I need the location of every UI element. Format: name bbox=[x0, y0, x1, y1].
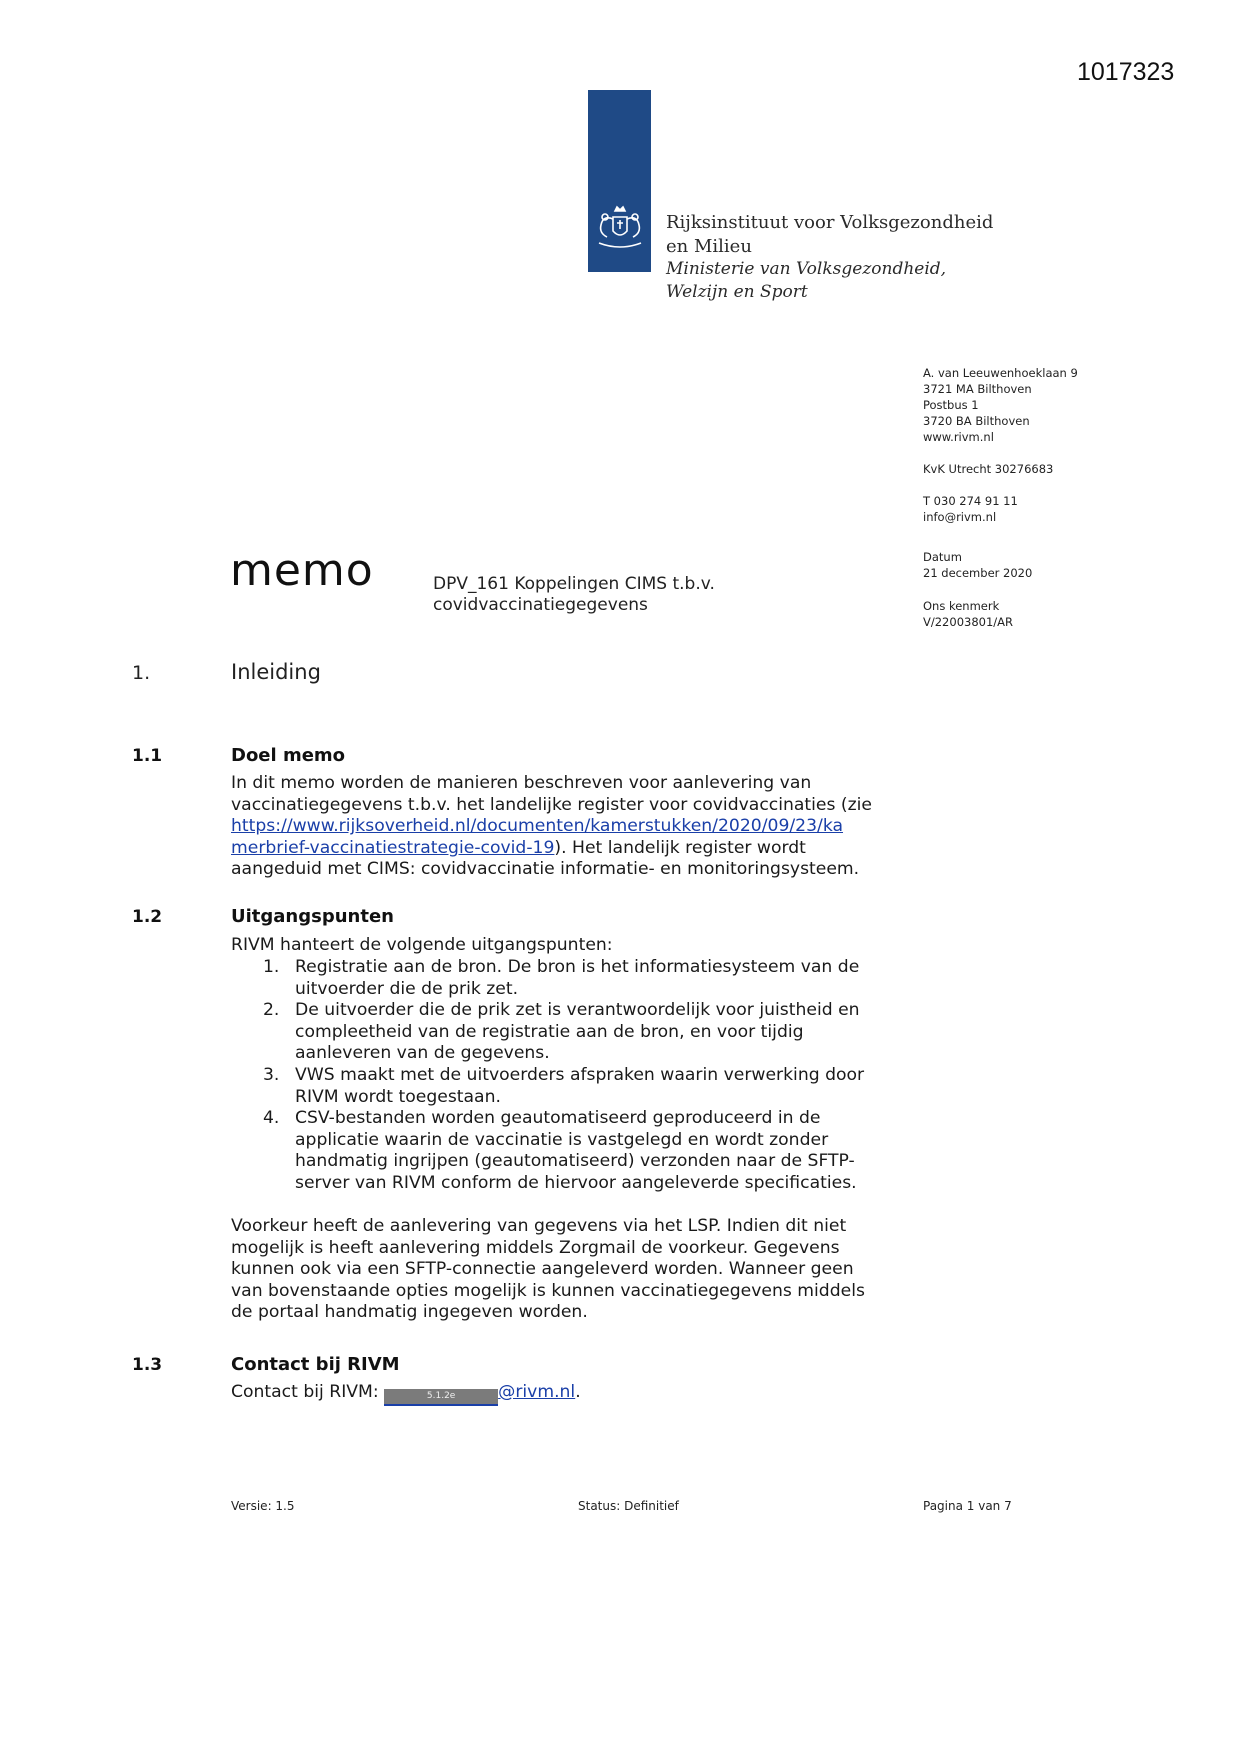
subsection-1-3-number: 1.3 bbox=[132, 1355, 163, 1375]
footer-status: Status: Definitief bbox=[578, 1499, 679, 1513]
footer-page: Pagina 1 van 7 bbox=[923, 1499, 1012, 1513]
kenmerk-label: Ons kenmerk bbox=[923, 599, 1000, 613]
document-number: 1017323 bbox=[1077, 58, 1175, 86]
list-item: 1. Registratie aan de bron. De bron is het informatiesysteem van de uitvoerder die de prik zet. bbox=[263, 957, 860, 999]
paragraph-line: kunnen ook via een SFTP-connectie aangeleverd worden. Wanneer geen bbox=[231, 1259, 854, 1280]
org-name-line2: en Milieu bbox=[666, 236, 752, 257]
paragraph-line: In dit memo worden de manieren beschreven voor aanlevering van bbox=[231, 773, 812, 793]
section-title: Inleiding bbox=[231, 660, 321, 684]
contact-email-link[interactable]: @rivm.nl bbox=[498, 1382, 576, 1402]
redaction-box: 5.1.2e bbox=[384, 1389, 498, 1406]
address-postbus: Postbus 1 bbox=[923, 398, 979, 412]
address-kvk: KvK Utrecht 30276683 bbox=[923, 462, 1054, 476]
memo-label: memo bbox=[230, 545, 374, 596]
address-phone: T 030 274 91 11 bbox=[923, 494, 1018, 508]
paragraph-line: mogelijk is heeft aanlevering middels Zorgmail de voorkeur. Gegevens bbox=[231, 1237, 840, 1258]
voorkeur-paragraph bbox=[231, 1216, 911, 1324]
uitgangspunten-list bbox=[231, 957, 911, 1195]
memo-subject bbox=[433, 574, 793, 616]
org-name-line1: Rijksinstituut voor Volksgezondheid bbox=[666, 212, 994, 233]
paragraph-line: vaccinatiegegevens t.b.v. het landelijke register voor covidvaccinaties (zie bbox=[231, 794, 873, 815]
contact-line: Contact bij RIVM: 5.1.2e @rivm.nl. bbox=[231, 1382, 911, 1406]
list-item: 3. VWS maakt met de uitvoerders afspraken waarin verwerking door RIVM wordt toegestaan. bbox=[263, 1064, 865, 1107]
address-email: info@rivm.nl bbox=[923, 510, 997, 524]
paragraph-line: de portaal handmatig ingegeven worden. bbox=[231, 1302, 588, 1323]
logo-bar bbox=[588, 90, 651, 272]
kenmerk-value: V/22003801/AR bbox=[923, 615, 1014, 629]
subject-line2: covidvaccinatiegegevens bbox=[433, 595, 648, 615]
paragraph-text: ). Het landelijk register wordt bbox=[554, 837, 806, 858]
subsection-1-1-number: 1.1 bbox=[132, 746, 163, 766]
address-website: www.rivm.nl bbox=[923, 430, 994, 444]
footer-version: Versie: 1.5 bbox=[231, 1499, 295, 1513]
section-number: 1. bbox=[132, 662, 151, 684]
contact-label: Contact bij RIVM: bbox=[231, 1382, 385, 1402]
uitgangspunten-intro: RIVM hanteert de volgende uitgangspunten: bbox=[231, 935, 613, 955]
ministry-line2: Welzijn en Sport bbox=[666, 282, 808, 302]
paragraph-line: van bovenstaande opties mogelijk is kunnen vaccinatiegegevens middels bbox=[231, 1280, 865, 1301]
address-postbus-zip: 3720 BA Bilthoven bbox=[923, 414, 1030, 428]
kamerbrief-link[interactable]: https://www.rijksoverheid.nl/documenten/kamerstukken/2020/09/23/ka bbox=[231, 816, 844, 837]
address-street: A. van Leeuwenhoeklaan 9 bbox=[923, 366, 1078, 380]
address-zip-city: 3721 MA Bilthoven bbox=[923, 382, 1032, 396]
subsection-1-1-title: Doel memo bbox=[231, 745, 346, 766]
paragraph-line: aangeduid met CIMS: covidvaccinatie informatie- en monitoringsysteem. bbox=[231, 859, 860, 880]
subsection-1-2-title: Uitgangspunten bbox=[231, 906, 394, 927]
datum-value: 21 december 2020 bbox=[923, 566, 1033, 580]
doel-memo-paragraph bbox=[231, 773, 911, 881]
subsection-1-3-title: Contact bij RIVM bbox=[231, 1354, 400, 1375]
kamerbrief-link-cont[interactable]: merbrief-vaccinatiestrategie-covid-19 bbox=[231, 837, 555, 858]
coat-of-arms-icon bbox=[593, 203, 647, 253]
subject-line1: DPV_161 Koppelingen CIMS t.b.v. bbox=[433, 574, 715, 594]
list-item: 4. CSV-bestanden worden geautomatiseerd geproduceerd in de applicatie waarin de vaccinatie is vastgelegd en wordt zonder handmatig ingrijpen (geautomatiseerd) verzonden naar de SFTP- server van RIVM conform de hiervoor aangeleverde specificaties. bbox=[263, 1108, 857, 1193]
subsection-1-2-number: 1.2 bbox=[132, 907, 163, 927]
ministry-line1: Ministerie van Volksgezondheid, bbox=[666, 259, 947, 279]
datum-label: Datum bbox=[923, 550, 962, 564]
paragraph-line: Voorkeur heeft de aanlevering van gegevens via het LSP. Indien dit niet bbox=[231, 1216, 847, 1236]
list-item: 2. De uitvoerder die de prik zet is verantwoordelijk voor juistheid en compleetheid van de registratie aan de bron, en voor tijdig aanleveren van de gegevens. bbox=[263, 1000, 860, 1064]
